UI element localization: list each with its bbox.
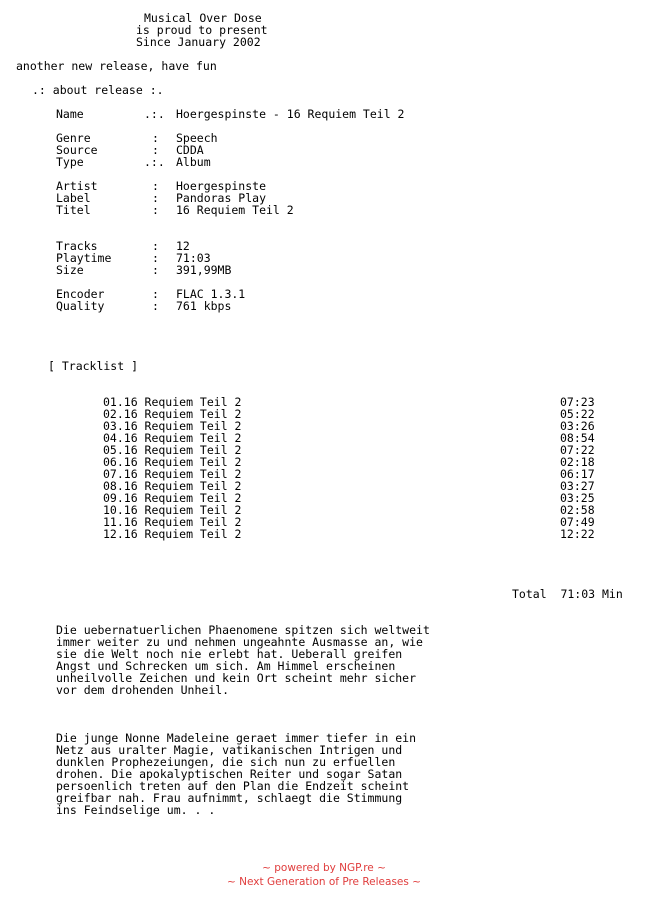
- field-separator: .:.: [144, 155, 165, 169]
- track-title: 11.16 Requiem Teil 2: [103, 515, 242, 529]
- description-line: ins Feindselige um. . .: [56, 803, 216, 817]
- field-separator: :: [152, 179, 159, 193]
- description-line: persoenlich treten auf den Plan die Endzeit scheint: [56, 779, 410, 793]
- field-label: Source: [56, 143, 98, 157]
- field-value: FLAC 1.3.1: [176, 287, 246, 301]
- field-value: 391,99MB: [176, 263, 232, 277]
- field-separator: :: [152, 251, 159, 265]
- track-time: 12:22: [560, 527, 595, 541]
- field-label: Encoder: [56, 287, 105, 301]
- about-heading: .: about release :.: [32, 83, 164, 97]
- field-value: Pandoras Play: [176, 191, 267, 205]
- field-value: Speech: [176, 131, 218, 145]
- description-line: drohen. Die apokalyptischen Reiter und sogar Satan: [56, 767, 403, 781]
- field-separator: :: [152, 287, 159, 301]
- field-value: 16 Requiem Teil 2: [176, 203, 294, 217]
- field-label: Name: [56, 107, 84, 121]
- total-playtime: Total 71:03 Min: [512, 587, 623, 601]
- track-title: 09.16 Requiem Teil 2: [103, 491, 242, 505]
- field-separator: :: [152, 299, 159, 313]
- track-time: 07:22: [560, 443, 595, 457]
- description-line: Die junge Nonne Madeleine geraet immer tiefer in ein: [56, 731, 417, 745]
- field-label: Playtime: [56, 251, 112, 265]
- track-time: 03:27: [560, 479, 595, 493]
- track-time: 02:58: [560, 503, 595, 517]
- field-label: Size: [56, 263, 84, 277]
- field-label: Tracks: [56, 239, 98, 253]
- intro-text: another new release, have fun: [16, 59, 217, 73]
- description-line: greifbar nah. Frau aufnimmt, schlaegt die Stimmung: [56, 791, 403, 805]
- track-time: 03:25: [560, 491, 595, 505]
- field-separator: :: [152, 131, 159, 145]
- field-value: Hoergespinste - 16 Requiem Teil 2: [176, 107, 405, 121]
- description-line: unheilvolle Zeichen und kein Ort scheint mehr sicher: [56, 671, 417, 685]
- description-line: Netz aus uralter Magie, vatikanischen Intrigen und: [56, 743, 403, 757]
- header-since: Since January 2002: [136, 35, 261, 49]
- field-value: 12: [176, 239, 190, 253]
- field-separator: .:.: [144, 107, 165, 121]
- track-title: 02.16 Requiem Teil 2: [103, 407, 242, 421]
- description-line: vor dem drohenden Unheil.: [56, 683, 230, 697]
- field-separator: :: [152, 143, 159, 157]
- field-label: Label: [56, 191, 91, 205]
- footer-powered-by: ~ powered by NGP.re ~: [262, 862, 386, 874]
- track-time: 06:17: [560, 467, 595, 481]
- field-label: Titel: [56, 203, 91, 217]
- track-time: 03:26: [560, 419, 595, 433]
- field-label: Type: [56, 155, 84, 169]
- field-label: Quality: [56, 299, 105, 313]
- track-title: 07.16 Requiem Teil 2: [103, 467, 242, 481]
- track-title: 03.16 Requiem Teil 2: [103, 419, 242, 433]
- field-value: CDDA: [176, 143, 204, 157]
- track-title: 05.16 Requiem Teil 2: [103, 443, 242, 457]
- field-separator: :: [152, 239, 159, 253]
- track-time: 07:23: [560, 395, 595, 409]
- header-title: Musical Over Dose: [144, 11, 262, 25]
- description-line: Die uebernatuerlichen Phaenomene spitzen sich weltweit: [56, 623, 430, 637]
- track-time: 05:22: [560, 407, 595, 421]
- tracklist-heading: [ Tracklist ]: [48, 359, 139, 373]
- track-title: 01.16 Requiem Teil 2: [103, 395, 242, 409]
- track-title: 10.16 Requiem Teil 2: [103, 503, 242, 517]
- field-label: Artist: [56, 179, 98, 193]
- track-title: 04.16 Requiem Teil 2: [103, 431, 242, 445]
- field-separator: :: [152, 203, 159, 217]
- field-value: 761 kbps: [176, 299, 232, 313]
- field-separator: :: [152, 263, 159, 277]
- field-value: Album: [176, 155, 211, 169]
- header-subtitle: is proud to present: [136, 23, 268, 37]
- footer-tagline: ~ Next Generation of Pre Releases ~: [227, 876, 421, 888]
- field-label: Genre: [56, 131, 91, 145]
- field-value: 71:03: [176, 251, 211, 265]
- field-value: Hoergespinste: [176, 179, 267, 193]
- track-time: 07:49: [560, 515, 595, 529]
- track-time: 02:18: [560, 455, 595, 469]
- track-time: 08:54: [560, 431, 595, 445]
- track-title: 12.16 Requiem Teil 2: [103, 527, 242, 541]
- description-line: sie die Welt noch nie erlebt hat. Ueberall greifen: [56, 647, 403, 661]
- description-line: Angst und Schrecken um sich. Am Himmel erscheinen: [56, 659, 396, 673]
- field-separator: :: [152, 191, 159, 205]
- track-title: 08.16 Requiem Teil 2: [103, 479, 242, 493]
- description-line: immer weiter zu und nehmen ungeahnte Ausmasse an, wie: [56, 635, 423, 649]
- track-title: 06.16 Requiem Teil 2: [103, 455, 242, 469]
- description-line: dunklen Prophezeiungen, die sich nun zu erfuellen: [56, 755, 396, 769]
